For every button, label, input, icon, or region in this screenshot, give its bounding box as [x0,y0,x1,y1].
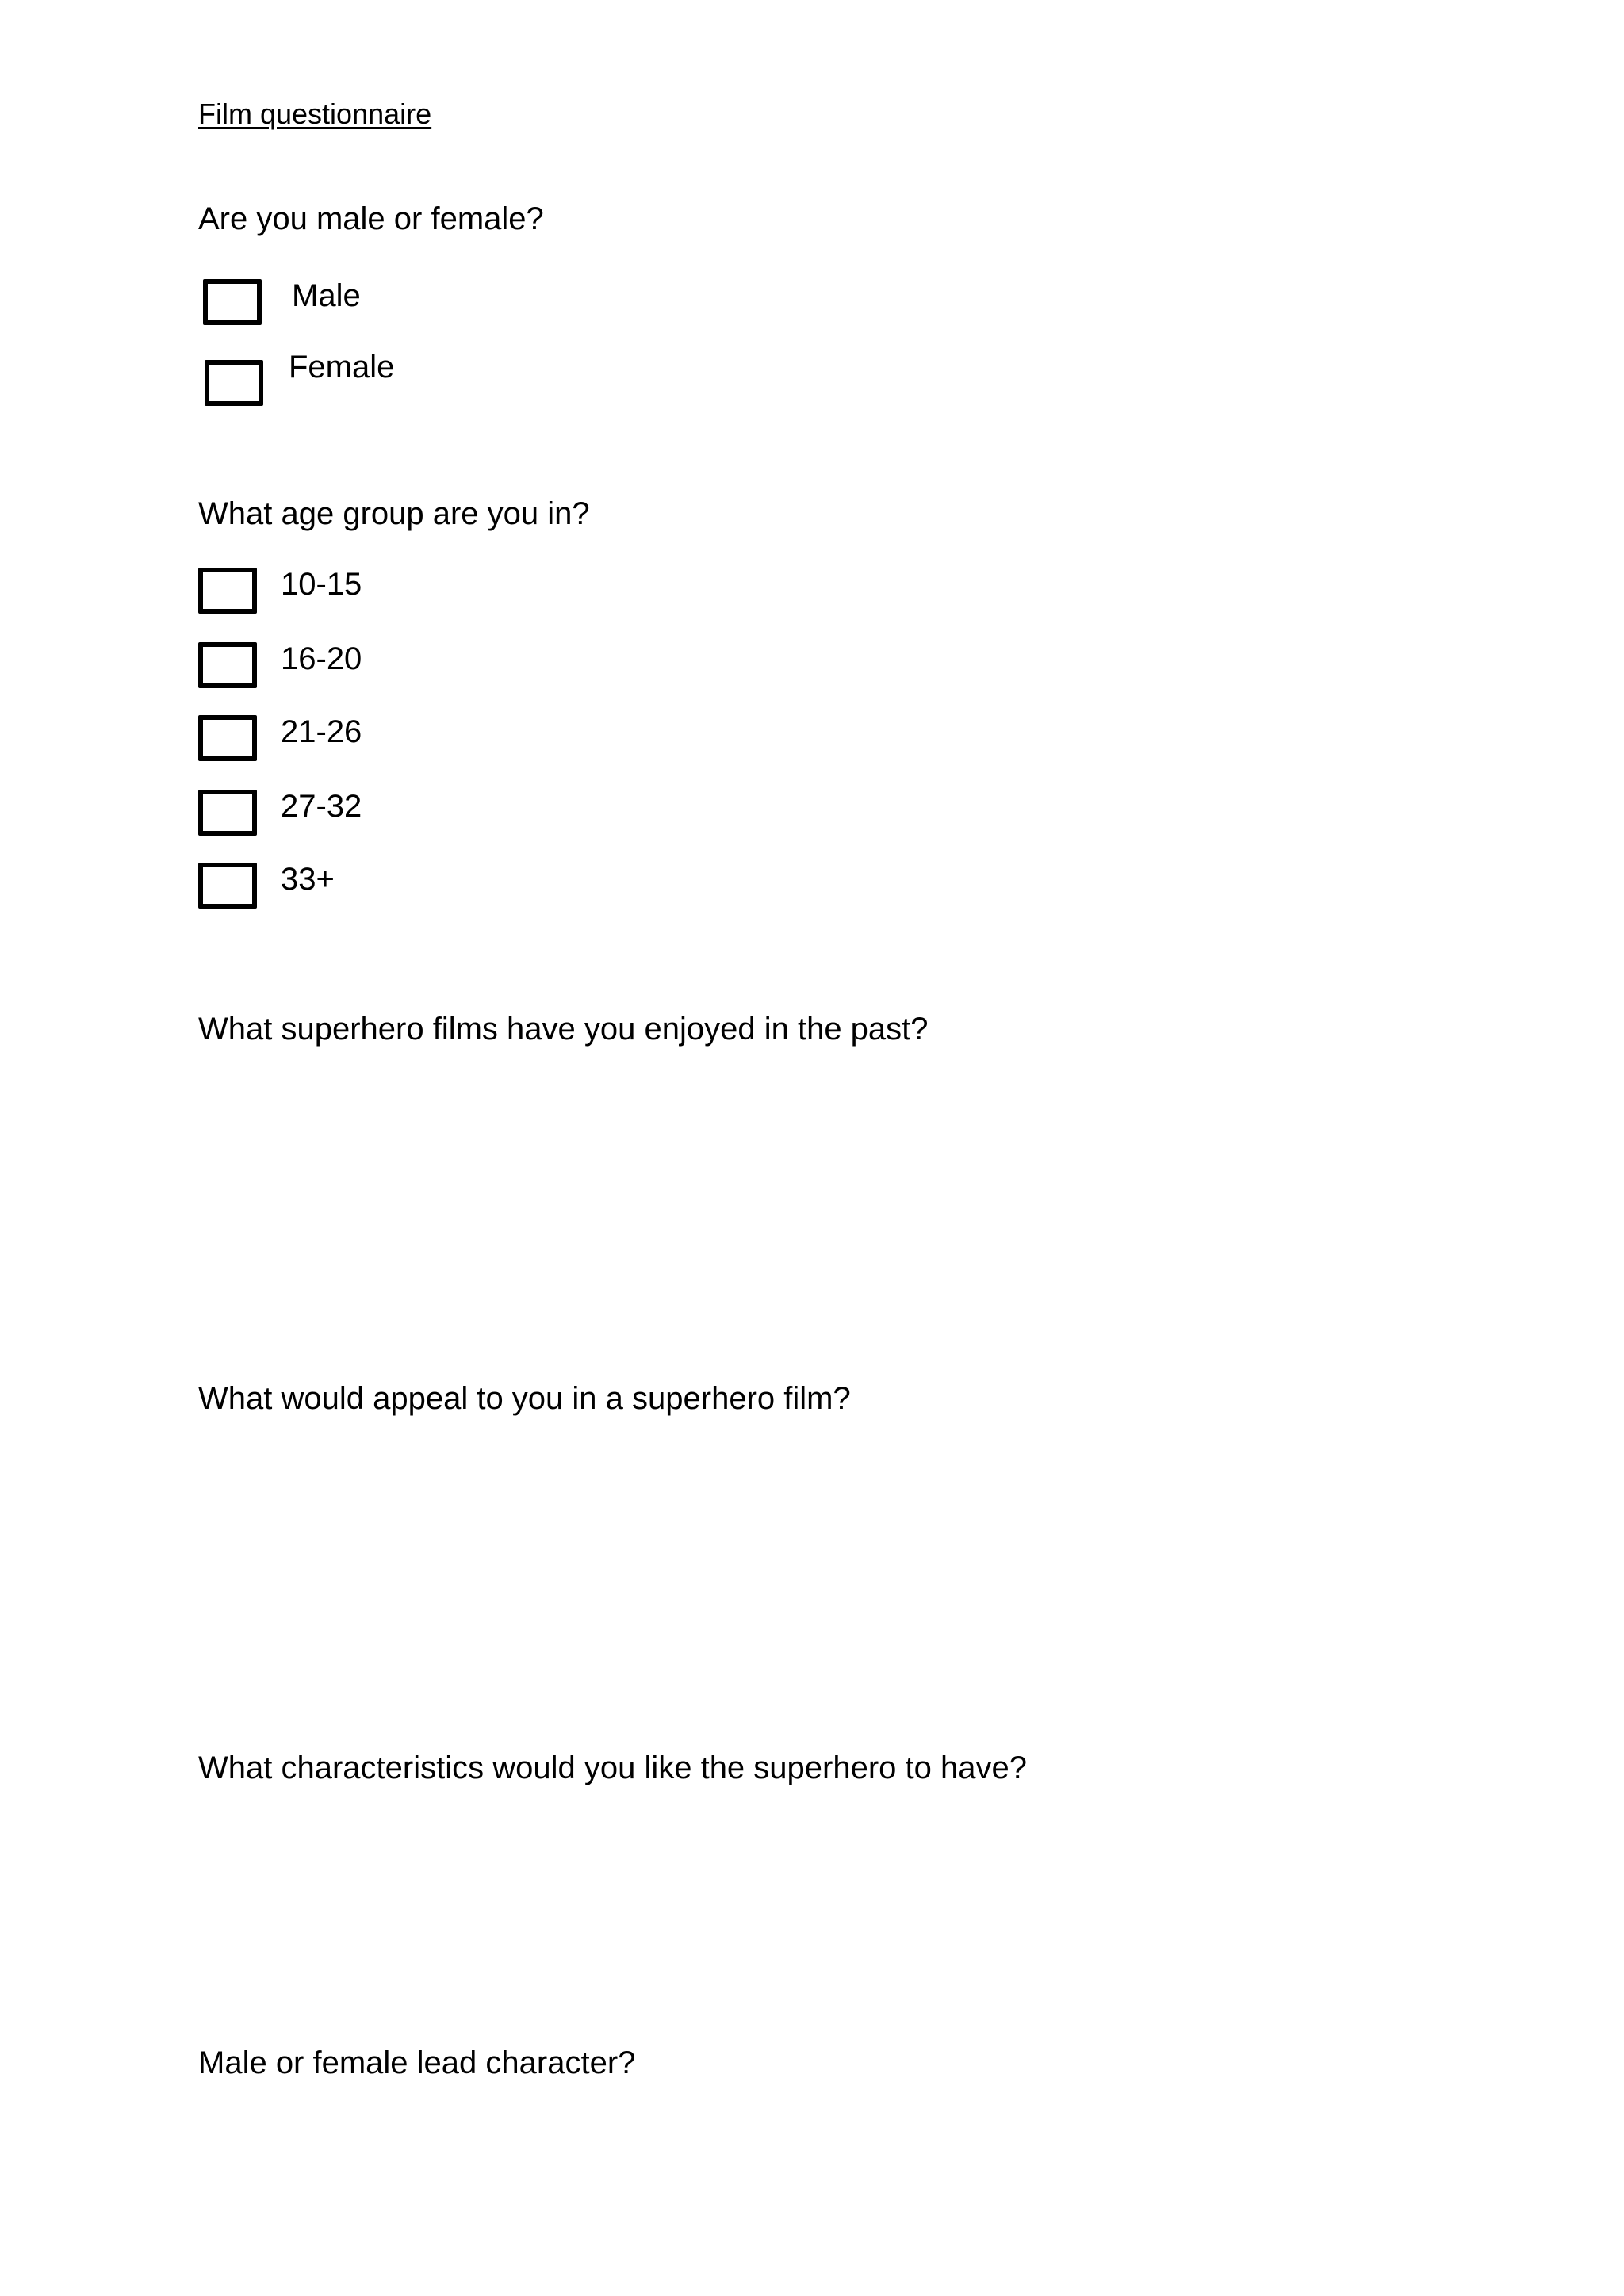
checkbox-female[interactable] [205,360,263,406]
option-label-age-10-15: 10-15 [281,567,362,602]
question-characteristics: What characteristics would you like the superhero to have? [198,1751,1027,1785]
checkbox-age-10-15[interactable] [198,568,257,614]
checkbox-age-27-32[interactable] [198,790,257,836]
page-title: Film questionnaire [198,98,432,130]
option-label-age-21-26: 21-26 [281,714,362,749]
answer-area-appeal[interactable] [198,1432,1427,1717]
option-age-16-20[interactable] [198,642,362,688]
option-age-21-26[interactable] [198,715,362,761]
option-label-male: Male [292,278,361,313]
question-gender: Are you male or female? [198,201,544,236]
option-age-10-15[interactable] [198,568,362,614]
option-age-33-plus[interactable] [198,863,335,909]
checkbox-age-21-26[interactable] [198,715,257,761]
option-age-27-32[interactable] [198,790,362,836]
checkbox-male[interactable] [203,279,262,325]
checkbox-age-33-plus[interactable] [198,863,257,909]
option-label-female: Female [289,350,395,385]
answer-area-characteristics[interactable] [198,1801,1427,2039]
question-enjoyed-films: What superhero films have you enjoyed in the past? [198,1012,929,1047]
option-label-age-33-plus: 33+ [281,862,335,897]
option-label-age-16-20: 16-20 [281,641,362,676]
question-age-group: What age group are you in? [198,496,590,531]
option-female[interactable] [205,350,395,406]
option-male[interactable] [203,279,361,325]
answer-area-lead-character[interactable] [198,2096,1427,2255]
option-label-age-27-32: 27-32 [281,789,362,824]
question-lead-character: Male or female lead character? [198,2045,636,2080]
checkbox-age-16-20[interactable] [198,642,257,688]
question-appeal: What would appeal to you in a superhero film? [198,1381,851,1416]
answer-area-enjoyed-films[interactable] [198,1062,1427,1348]
